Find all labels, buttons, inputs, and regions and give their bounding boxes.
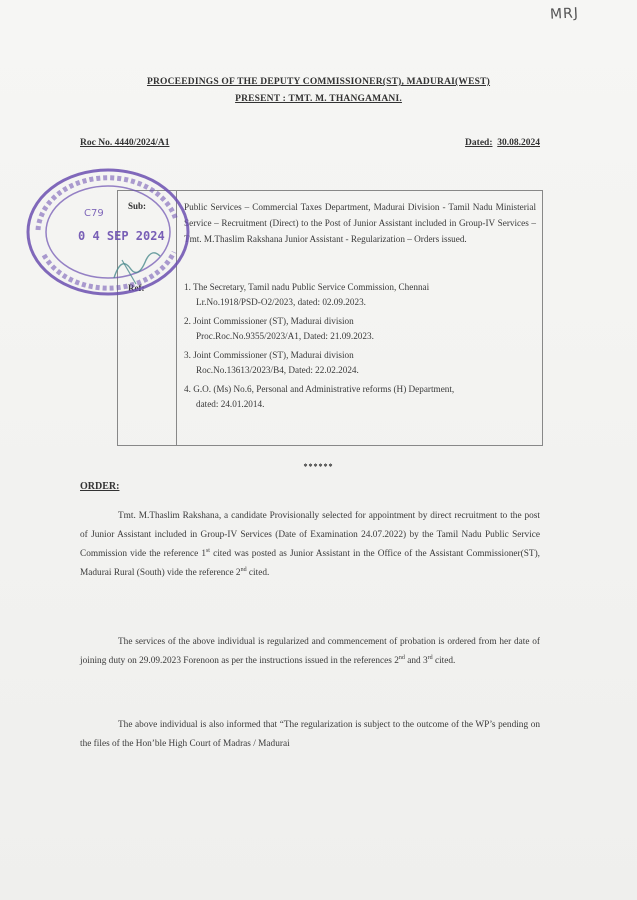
paragraph-text: cited. [246,568,270,578]
order-paragraph [80,507,540,583]
dated [465,138,540,148]
reference-item [184,382,536,412]
office-stamp-icon [26,160,196,300]
roc-number: Roc No. 4440/2024/A1 [80,138,170,148]
dated-value: 30.08.2024 [497,138,540,148]
paragraph-text: cited was posted as Junior Assistant in the Office of the Assistant Commissioner(ST), Madurai Rural (South) vide the reference 2 [80,549,540,578]
reference-item [184,280,536,310]
order-paragraph [80,716,540,754]
paragraph-text: cited. [432,656,456,666]
handwritten-annotation: MRJ [549,5,580,23]
reference-item [184,348,536,378]
present-officer: PRESENT : TMT. M. THANGAMANI. [235,94,402,104]
proceedings-title: PROCEEDINGS OF THE DEPUTY COMMISSIONER(ST), MADURAI(WEST) [146,77,491,87]
order-paragraph [80,633,540,671]
superscript: nd [240,566,247,573]
reference-label: Ref: [128,283,145,293]
reference-item-line: 4. G.O. (Ms) No.6, Personal and Administrative reforms (H) Department, [184,384,455,394]
reference-item-line: 3. Joint Commissioner (ST), Madurai division [184,350,354,360]
paragraph-text: Tmt. M.Thaslim Rakshana, a candidate Provisionally selected for appointment by direct recruitment to the post of Junior Assistant included in Group-IV Services (Date of Examination 24.07.2022) by the Tamil Nadu Public Service Commission vide the reference 1 [80,511,540,559]
paragraph-text: The above individual is also informed that “The regularization is subject to the outcome of the WP’s pending on the files of the Hon’ble High Court of Madras / Madurai [80,720,540,749]
reference-item-line: dated: 24.01.2014. [196,399,265,409]
stamp-number: C79 [84,208,104,219]
stamp-date: 0 4 SEP 2024 [78,229,165,243]
subject-label: Sub: [128,201,147,211]
superscript: nd [398,654,405,661]
order-title: ORDER: [80,481,120,492]
reference-item-line: Roc.No.13613/2023/B4, Dated: 22.02.2024. [196,365,359,375]
reference-item-line: 2. Joint Commissioner (ST), Madurai division [184,316,354,326]
paragraph-text: and 3 [404,656,428,666]
subject-text: Public Services – Commercial Taxes Department, Madurai Division - Tamil Nadu Ministerial Service – Recruitment (Direct) to the Post of Junior Assistant included in Group-IV Services – Tmt. M.Thaslim Rakshana Junior Assistant - Regularization – Orders issued. [184,202,536,244]
paragraph-text: The services of the above individual is regularized and commencement of probation is ordered from her date of joining duty on 29.09.2023 Forenoon as per the instructions issued in the references 2 [80,637,540,666]
dated-label: Dated: [465,138,493,148]
superscript: st [205,547,210,554]
reference-list [184,280,536,416]
superscript: rd [427,654,433,661]
reference-item-line: Lr.No.1918/PSD-O2/2023, dated: 02.09.2023. [196,297,366,307]
reference-item-line: 1. The Secretary, Tamil nadu Public Service Commission, Chennai [184,282,430,292]
separator: ****** [303,462,334,471]
reference-item [184,314,536,344]
reference-item-line: Proc.Roc.No.9355/2023/A1, Dated: 21.09.2023. [196,331,374,341]
